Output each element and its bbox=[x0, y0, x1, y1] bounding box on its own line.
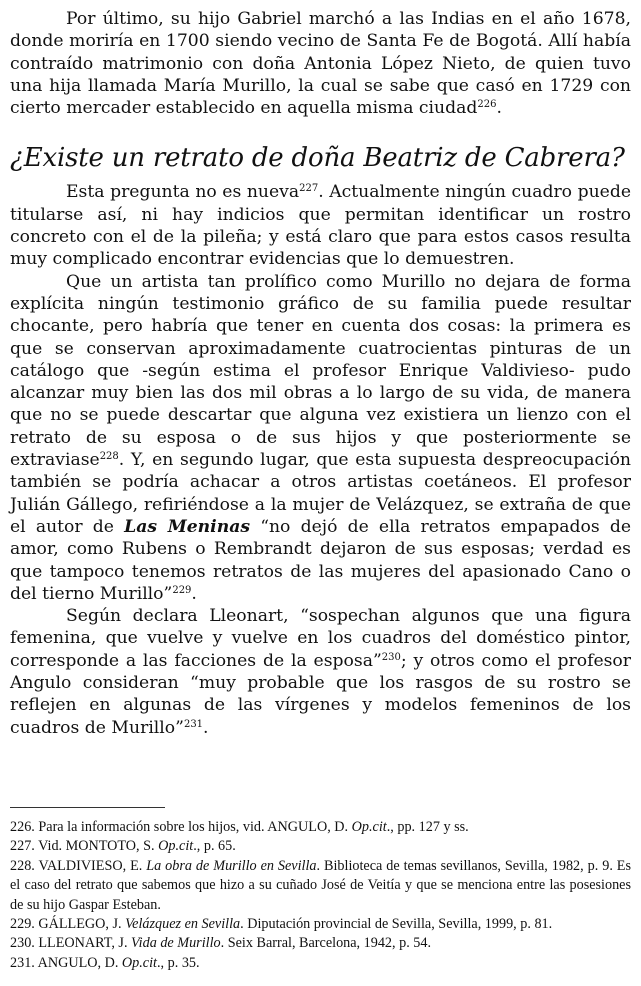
footnote-226: 226. Para la información sobre los hijos, vid. ANGULO, D. Op.cit., pp. 127 y ss. bbox=[10, 819, 469, 835]
footnote-ref-228[interactable]: 228 bbox=[99, 451, 119, 463]
paragraph-lleonart: Según declara Lleonart, “sospechan algunos que una figura femenina, que vuelve y vuelve en los cuadros del doméstico pintor, corresponde a las facciones de la esposa”$^{230}$; y otros como el profesor Angulo consideran “muy probable que los rasgos de su rostro se reflejen en algunas de las vírgenes y modelos femeninos de los cuadros de Murillo”$^{231}$. bbox=[10, 606, 631, 738]
footnote-ref-230[interactable]: 230 bbox=[381, 651, 401, 663]
footnote-228: 228. VALDIVIESO, E. La obra de Murillo en Sevilla. Biblioteca de temas sevillanos, Sevilla, 1982, p. 9. Es el caso del retrato que sabemos que hizo a su cuñado José de Veitía y que se menciona entre las posesiones de su hijo Gaspar Esteban. bbox=[10, 857, 631, 913]
footnote-ref-226[interactable]: 226 bbox=[477, 99, 497, 111]
section-heading: ¿Existe un retrato de doña Beatriz de Cabrera? bbox=[10, 143, 625, 174]
work-title: Las Meninas bbox=[124, 516, 251, 537]
body-text bbox=[10, 8, 631, 739]
footnote-ref-229[interactable]: 229 bbox=[172, 584, 192, 596]
footnote-227: 227. Vid. MONTOTO, S. Op.cit., p. 65. bbox=[10, 838, 236, 855]
footnote-divider bbox=[10, 807, 165, 808]
paragraph-pregunta: Esta pregunta no es nueva$^{227}$. Actualmente ningún cuadro puede titularse así, ni hay indicios que permitan identificar un rostro concreto con el de la pileña; y está claro que para estos casos resulta muy complicado encontrar evidencias que lo demuestren. bbox=[10, 182, 631, 270]
footnote-231: 231. ANGULO, D. Op.cit., p. 35. bbox=[10, 954, 200, 971]
footnotes bbox=[10, 818, 631, 973]
footnote-230: 230. LLEONART, J. Vida de Murillo. Seix Barral, Barcelona, 1942, p. 54. bbox=[10, 935, 432, 952]
paragraph-artista: Que un artista tan prolífico como Murillo no dejara de forma explícita ningún testimonio gráfico de su familia puede resultar chocante, pero habría que tener en cuenta dos cosas: la primera es que se conservan aproximadamente cuatrocientas pinturas de un catálogo que -según estima el profesor Enrique Valdivieso- pudo alcanzar muy bien las dos mil obras a lo largo de su vida, de manera que no se puede descartar que alguna vez existiera un lienzo con el retrato de su esposa o de sus hijos y que posteriormente se extraviase$^{228}$. Y, en segundo lugar, que esta supuesta despreocupación también se podría achacar a otros artistas coetáneos. El profesor Julián Gállego, refiriéndose a la mujer de Velázquez, se extraña de que el autor de Las Meninas “no dejó de ella retratos empapados de amor, como Rubens o Rembrandt dejaron de sus esposas; verdad es que tampoco tenemos retratos de las mujeres del apasionado Cano o del tierno Murillo”$^{229}$. bbox=[10, 271, 631, 604]
footnote-229: 229. GÁLLEGO, J. Velázquez en Sevilla. Diputación provincial de Sevilla, Sevilla, 1999, p. 81. bbox=[10, 916, 553, 933]
paragraph-gabriel: Por último, su hijo Gabriel marchó a las Indias en el año 1678, donde moriría en 1700 siendo vecino de Santa Fe de Bogotá. Allí había contraído matrimonio con doña Antonia López Nieto, de quien tuvo una hija llamada María Murillo, la cual se sabe que casó en 1729 con cierto mercader establecido en aquella misma ciudad$^{226}$. bbox=[10, 9, 631, 119]
footnote-ref-227[interactable]: 227 bbox=[299, 183, 319, 195]
footnote-ref-231[interactable]: 231 bbox=[183, 718, 204, 730]
